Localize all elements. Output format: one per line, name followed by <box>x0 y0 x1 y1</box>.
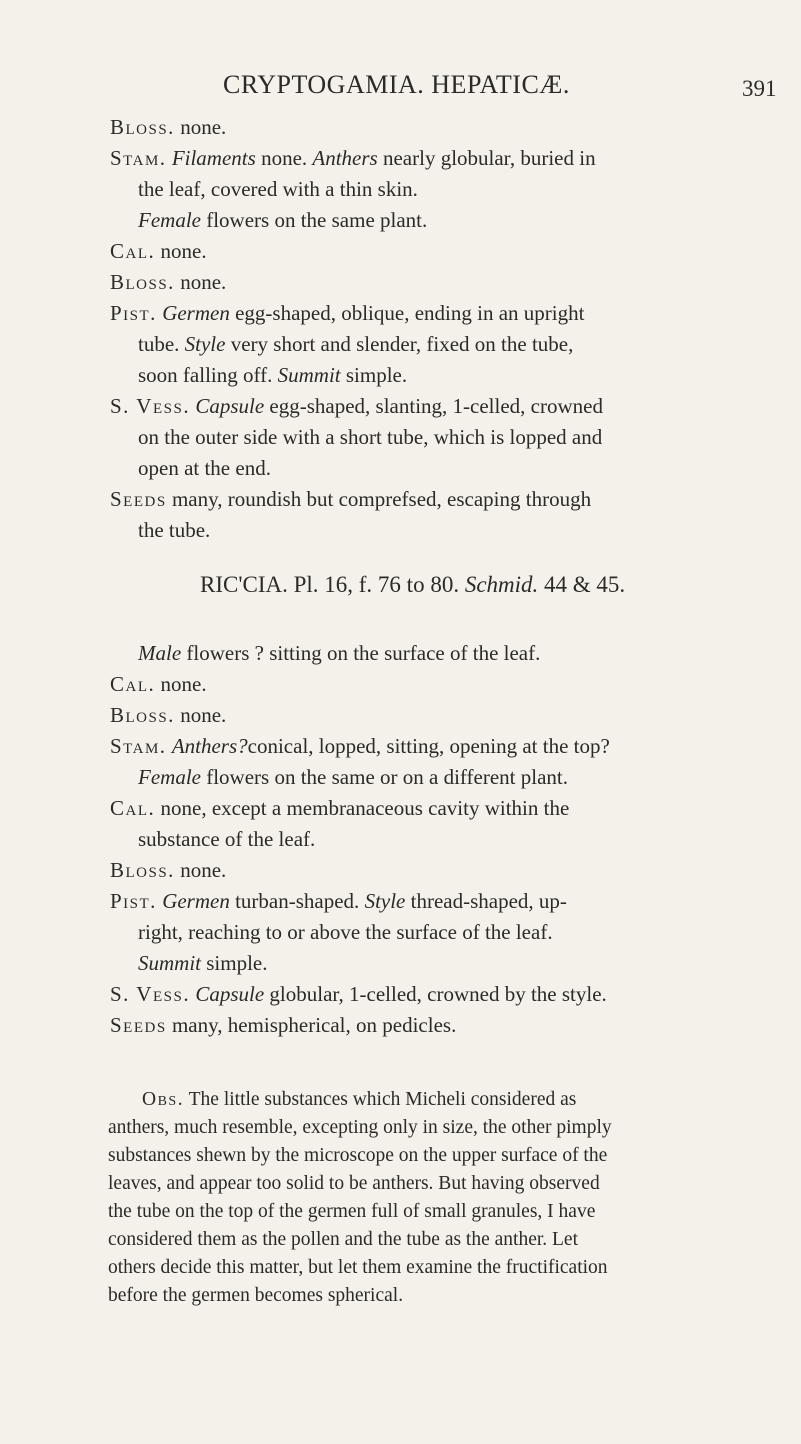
page-number: 391 <box>742 76 777 101</box>
riccia-cal-line: Cal. none. <box>110 672 207 696</box>
riccia-description <box>110 638 770 1041</box>
female-line: Female flowers on the same plant. <box>138 208 428 232</box>
running-head: CRYPTOGAMIA. HEPATICÆ. <box>223 70 570 99</box>
riccia-pist-line: Pist. Germen turban-shaped. Style thread-shaped, up- <box>110 889 567 913</box>
riccia-bloss2-line: Bloss. none. <box>110 858 227 882</box>
riccia-stam-line: Stam. Anthers?conical, lopped, sitting, opening at the top? <box>110 734 610 758</box>
obs-line: substances shewn by the microscope on the upper surface of the <box>108 1145 608 1166</box>
pist-line-2: tube. Style very short and slender, fixed on the tube, <box>138 332 574 356</box>
riccia-cal2-line: Cal. none, except a membranaceous cavity within the <box>110 796 570 820</box>
riccia-seeds-line: Seeds many, hemispherical, on pedicles. <box>110 1013 457 1037</box>
svess-line: S. Vess. Capsule egg-shaped, slanting, 1-celled, crowned <box>110 394 603 418</box>
genus-heading: RIC'CIA. Pl. 16, f. 76 to 80. Schmid. 44 & 45. <box>200 572 626 597</box>
bloss-line: Bloss. none. <box>110 115 227 139</box>
seeds-line: Seeds many, roundish but comprefsed, escaping through <box>110 487 592 511</box>
male-line: Male flowers ? sitting on the surface of the leaf. <box>138 641 541 665</box>
obs-line: anthers, much resemble, excepting only in size, the other pimply <box>108 1117 612 1138</box>
seeds-line-2: the tube. <box>138 518 211 542</box>
obs-line: leaves, and appear too solid to be anthers. But having observed <box>108 1173 600 1194</box>
obs-line: others decide this matter, but let them examine the fructification <box>108 1257 608 1278</box>
observation-paragraph <box>108 1086 778 1310</box>
stam-line-cont: the leaf, covered with a thin skin. <box>138 177 418 201</box>
riccia-bloss-line: Bloss. none. <box>110 703 227 727</box>
riccia-svess-line: S. Vess. Capsule globular, 1-celled, crowned by the style. <box>110 982 607 1006</box>
pist-line: Pist. Germen egg-shaped, oblique, ending in an upright <box>110 301 585 325</box>
stam-line: Stam. Filaments none. Anthers nearly globular, buried in <box>110 146 596 170</box>
section-continued <box>110 112 770 546</box>
pist-line-3: soon falling off. Summit simple. <box>138 363 408 387</box>
obs-line: the tube on the top of the germen full of small granules, I have <box>108 1201 596 1222</box>
cal-line: Cal. none. <box>110 239 207 263</box>
riccia-cal2-line-2: substance of the leaf. <box>138 827 316 851</box>
bloss-line-2: Bloss. none. <box>110 270 227 294</box>
riccia-female-line: Female flowers on the same or on a different plant. <box>138 765 568 789</box>
obs-line: Obs. The little substances which Micheli considered as <box>142 1089 577 1110</box>
obs-line: before the germen becomes spherical. <box>108 1285 404 1306</box>
riccia-pist-line-2: right, reaching to or above the surface of the leaf. <box>138 920 553 944</box>
svess-line-2: on the outer side with a short tube, which is lopped and <box>138 425 603 449</box>
page-header <box>0 66 801 106</box>
svess-line-3: open at the end. <box>138 456 271 480</box>
riccia-pist-line-3: Summit simple. <box>138 951 268 975</box>
obs-line: considered them as the pollen and the tube as the anther. Let <box>108 1229 579 1250</box>
